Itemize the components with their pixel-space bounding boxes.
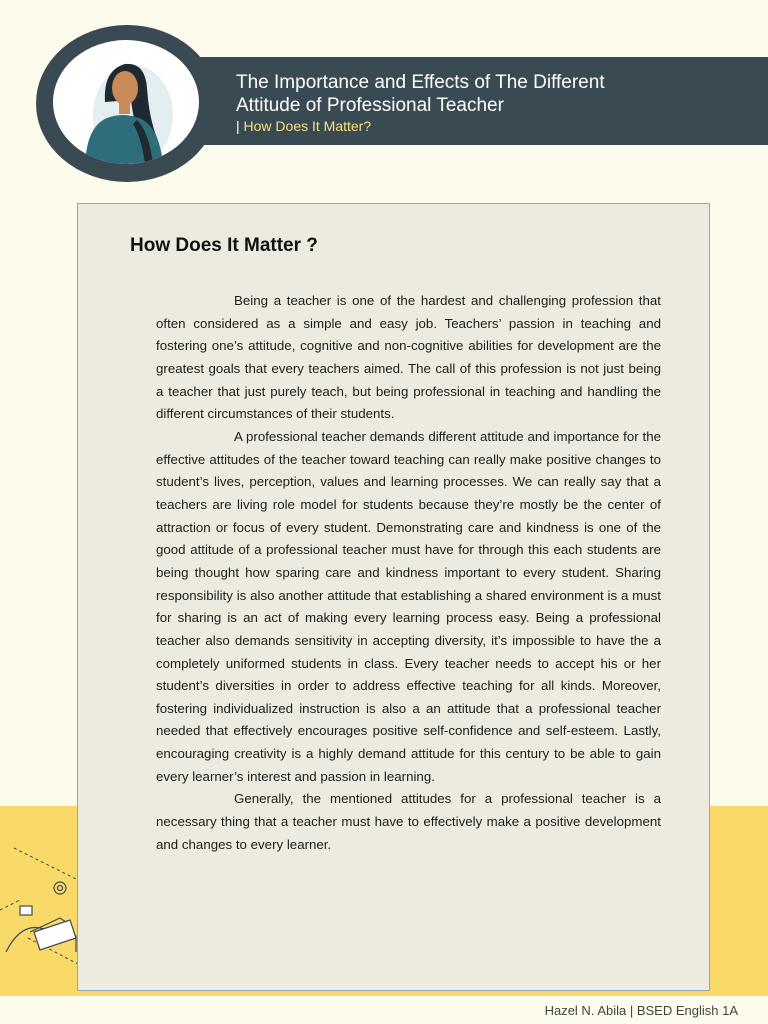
document-subtitle xyxy=(236,118,371,134)
title-line-1: The Importance and Effects of The Different xyxy=(236,72,605,93)
subtitle-separator: | xyxy=(236,118,244,134)
paragraph-3: Generally, the mentioned attitudes for a professional teacher is a necessary thing that a teacher must have to effectively make a positive development and changes to every learner. xyxy=(156,791,661,852)
document-title xyxy=(236,71,736,117)
content-card xyxy=(77,203,710,991)
subtitle-text: How Does It Matter? xyxy=(243,118,372,134)
woman-teacher-icon xyxy=(53,40,199,164)
footer-credit: Hazel N. Abila | BSED English 1A xyxy=(544,1003,738,1018)
body-text xyxy=(156,290,661,856)
avatar xyxy=(53,40,199,164)
title-line-2: Attitude of Professional Teacher xyxy=(236,95,504,116)
paragraph-1: Being a teacher is one of the hardest and challenging profession that often considered as a simple and easy job. Teachers’ passion in teaching and fostering one’s attitude, cognitive and non-cognitive abilities for development are the greatest goals that every teachers aimed. The call of this profession is not just being a teacher that just purely teach, but being professional in teaching and handling the different circumstances of their students. xyxy=(156,293,661,422)
section-heading: How Does It Matter ? xyxy=(130,235,318,256)
paragraph-2: A professional teacher demands different attitude and importance for the effective attitudes of the teacher toward teaching can really make positive changes to student’s lives, perception, values and learning processes. We can really say that a teachers are living role model for students because they’re mostly be the center of attraction or focus of every student. Demonstrating care and kindness is one of the good attitude of a professional teacher must have for through this each students are being thought how sparing care and kindness important to every student. Sharing responsibility is also another attitude that establishing a shared environment is a must for sharing is an act of making every learning process easy. Being a professional teacher also demands sensitivity in accepting diversity, it’s impossible to have the a completely uniformed students in class. Every teacher needs to accept his or her student’s diversities in order to address effective teaching for all kinds. Moreover, fostering individualized instruction is also a an attitude that a professional teacher needed that effectively encourages positive self-confidence and self-esteem. Lastly, encouraging creativity is a highly demand attitude for this century to be able to gain every learner’s interest and passion in learning. xyxy=(156,428,661,784)
